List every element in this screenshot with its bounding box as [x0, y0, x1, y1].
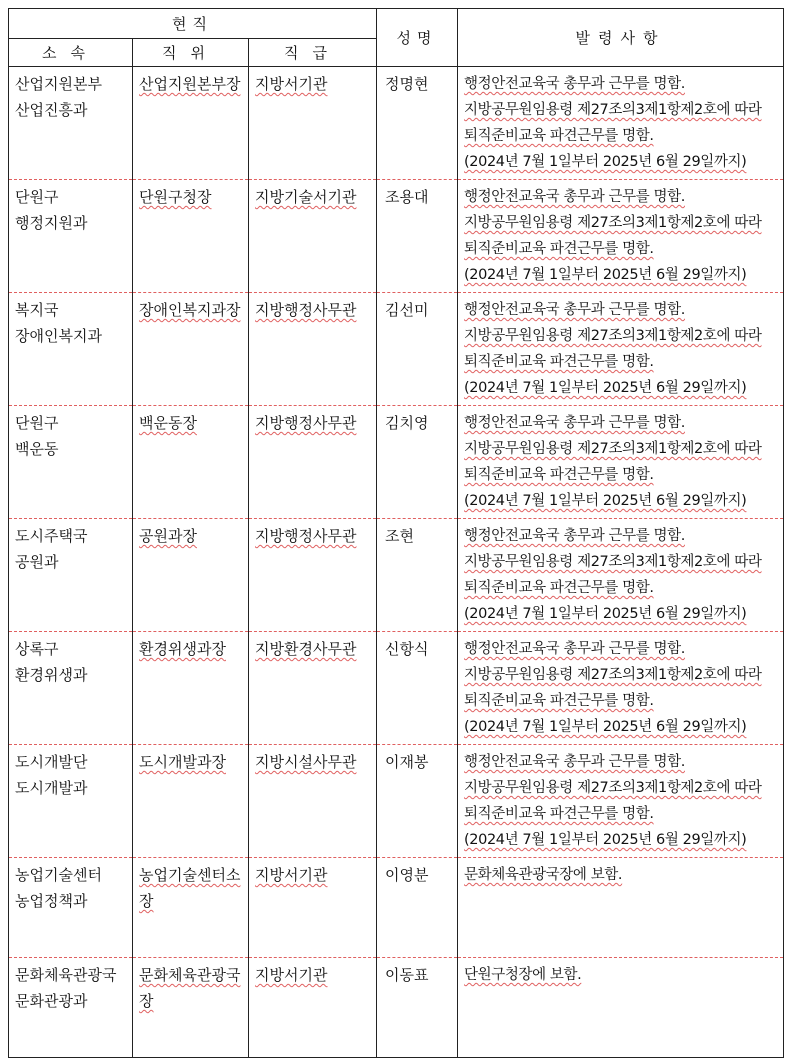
name-cell [377, 406, 458, 519]
personnel-order-table [8, 8, 784, 1058]
order-line: (2024년 7월 1일부터 2025년 6월 29일까지) [464, 719, 747, 735]
person-name: 김선미 [385, 301, 429, 319]
position-cell [133, 632, 249, 745]
order-line: (2024년 7월 1일부터 2025년 6월 29일까지) [464, 267, 747, 283]
name-cell [377, 958, 458, 1058]
table-body [9, 67, 784, 1058]
affiliation-division: 백운동 [15, 440, 59, 458]
name-cell [377, 632, 458, 745]
order-cell [458, 406, 784, 519]
person-name: 정명현 [385, 75, 429, 93]
position-cell [133, 180, 249, 293]
order-line: 퇴직준비교육 파견근무를 명함. [464, 467, 654, 483]
position-value: 단원구청장 [139, 188, 212, 206]
table-row [9, 406, 784, 519]
order-cell [458, 858, 784, 958]
order-line: 지방공무원임용령 제27조의3제1항제2호에 따라 [464, 102, 762, 118]
order-cell [458, 67, 784, 180]
affiliation-bureau: 복지국 [15, 301, 59, 319]
table-row [9, 632, 784, 745]
affiliation-division: 산업진흥과 [15, 101, 88, 119]
grade-cell [249, 745, 377, 858]
grade-cell [249, 293, 377, 406]
affiliation-bureau: 도시개발단 [15, 753, 88, 771]
position-cell [133, 519, 249, 632]
affiliation-cell [9, 293, 133, 406]
affiliation-division: 문화관광과 [15, 992, 88, 1010]
order-line: (2024년 7월 1일부터 2025년 6월 29일까지) [464, 832, 747, 848]
order-cell [458, 958, 784, 1058]
affiliation-division: 행정지원과 [15, 214, 88, 232]
name-cell [377, 745, 458, 858]
table-row [9, 180, 784, 293]
affiliation-division: 장애인복지과 [15, 327, 102, 345]
table-row [9, 519, 784, 632]
order-line: 행정안전교육국 총무과 근무를 명함. [464, 76, 685, 92]
affiliation-cell [9, 519, 133, 632]
header-affiliation: 소속 [9, 39, 133, 67]
affiliation-cell [9, 745, 133, 858]
order-line: 지방공무원임용령 제27조의3제1항제2호에 따라 [464, 667, 762, 683]
name-cell [377, 293, 458, 406]
grade-value: 지방서기관 [255, 966, 328, 984]
position-value: 산업지원본부장 [139, 75, 241, 93]
affiliation-cell [9, 632, 133, 745]
grade-cell [249, 180, 377, 293]
affiliation-division: 농업정책과 [15, 892, 88, 910]
order-line: 행정안전교육국 총무과 근무를 명함. [464, 641, 685, 657]
order-line: 행정안전교육국 총무과 근무를 명함. [464, 302, 685, 318]
affiliation-cell [9, 180, 133, 293]
order-line: 퇴직준비교육 파견근무를 명함. [464, 580, 654, 596]
grade-cell [249, 958, 377, 1058]
affiliation-division: 환경위생과 [15, 666, 88, 684]
grade-cell [249, 406, 377, 519]
affiliation-bureau: 도시주택국 [15, 527, 88, 545]
position-cell [133, 858, 249, 958]
order-line: 지방공무원임용령 제27조의3제1항제2호에 따라 [464, 328, 762, 344]
header-order: 발령사항 [458, 9, 784, 67]
order-line: 지방공무원임용령 제27조의3제1항제2호에 따라 [464, 780, 762, 796]
grade-value: 지방기술서기관 [255, 188, 357, 206]
order-line: 퇴직준비교육 파견근무를 명함. [464, 806, 654, 822]
affiliation-bureau: 단원구 [15, 188, 59, 206]
position-value: 장애인복지과장 [139, 301, 241, 319]
person-name: 김치영 [385, 414, 429, 432]
grade-value: 지방행정사무관 [255, 414, 357, 432]
name-cell [377, 858, 458, 958]
order-line: 퇴직준비교육 파견근무를 명함. [464, 241, 654, 257]
order-cell [458, 745, 784, 858]
position-cell [133, 293, 249, 406]
grade-value: 지방행정사무관 [255, 301, 357, 319]
position-value: 환경위생과장 [139, 640, 226, 658]
order-cell [458, 293, 784, 406]
grade-value: 지방환경사무관 [255, 640, 357, 658]
order-line: (2024년 7월 1일부터 2025년 6월 29일까지) [464, 380, 747, 396]
affiliation-cell [9, 958, 133, 1058]
person-name: 이재봉 [385, 753, 429, 771]
order-line: 행정안전교육국 총무과 근무를 명함. [464, 189, 685, 205]
position-value: 백운동장 [139, 414, 197, 432]
affiliation-division: 도시개발과 [15, 779, 88, 797]
affiliation-bureau: 단원구 [15, 414, 59, 432]
order-line: 지방공무원임용령 제27조의3제1항제2호에 따라 [464, 554, 762, 570]
header-current-position: 현직 [9, 9, 377, 39]
order-cell [458, 180, 784, 293]
affiliation-bureau: 농업기술센터 [15, 866, 102, 884]
affiliation-bureau: 상록구 [15, 640, 59, 658]
position-value: 공원과장 [139, 527, 197, 545]
affiliation-bureau: 문화체육관광국 [15, 966, 117, 984]
table-row [9, 293, 784, 406]
table-row [9, 67, 784, 180]
grade-cell [249, 67, 377, 180]
order-line: 퇴직준비교육 파견근무를 명함. [464, 693, 654, 709]
affiliation-division: 공원과 [15, 553, 59, 571]
order-cell [458, 632, 784, 745]
position-cell [133, 406, 249, 519]
order-line: (2024년 7월 1일부터 2025년 6월 29일까지) [464, 154, 747, 170]
order-cell [458, 519, 784, 632]
person-name: 조현 [385, 527, 415, 545]
position-cell [133, 958, 249, 1058]
affiliation-cell [9, 67, 133, 180]
grade-value: 지방서기관 [255, 866, 328, 884]
affiliation-cell [9, 858, 133, 958]
position-value: 도시개발과장 [139, 753, 226, 771]
header-title: 직위 [133, 39, 249, 67]
affiliation-bureau: 산업지원본부 [15, 75, 102, 93]
position-cell [133, 745, 249, 858]
grade-cell [249, 519, 377, 632]
order-line: (2024년 7월 1일부터 2025년 6월 29일까지) [464, 606, 747, 622]
table-row [9, 858, 784, 958]
order-line: 문화체육관광국장에 보함. [464, 867, 623, 883]
grade-cell [249, 632, 377, 745]
order-line: 행정안전교육국 총무과 근무를 명함. [464, 528, 685, 544]
grade-value: 지방서기관 [255, 75, 328, 93]
name-cell [377, 180, 458, 293]
position-cell [133, 67, 249, 180]
person-name: 조용대 [385, 188, 429, 206]
table-row [9, 745, 784, 858]
order-line: 지방공무원임용령 제27조의3제1항제2호에 따라 [464, 215, 762, 231]
grade-value: 지방시설사무관 [255, 753, 357, 771]
order-line: 지방공무원임용령 제27조의3제1항제2호에 따라 [464, 441, 762, 457]
order-line: (2024년 7월 1일부터 2025년 6월 29일까지) [464, 493, 747, 509]
order-line: 퇴직준비교육 파견근무를 명함. [464, 354, 654, 370]
order-line: 단원구청장에 보함. [464, 967, 582, 983]
position-value: 문화체육관광국장 [139, 966, 241, 1010]
grade-value: 지방행정사무관 [255, 527, 357, 545]
person-name: 이동표 [385, 966, 429, 984]
affiliation-cell [9, 406, 133, 519]
header-name: 성명 [377, 9, 458, 67]
position-value: 농업기술센터소장 [139, 866, 241, 910]
name-cell [377, 67, 458, 180]
person-name: 신항식 [385, 640, 429, 658]
order-line: 행정안전교육국 총무과 근무를 명함. [464, 754, 685, 770]
person-name: 이영분 [385, 866, 429, 884]
order-line: 행정안전교육국 총무과 근무를 명함. [464, 415, 685, 431]
name-cell [377, 519, 458, 632]
table-row [9, 958, 784, 1058]
order-line: 퇴직준비교육 파견근무를 명함. [464, 128, 654, 144]
header-grade: 직급 [249, 39, 377, 67]
grade-cell [249, 858, 377, 958]
